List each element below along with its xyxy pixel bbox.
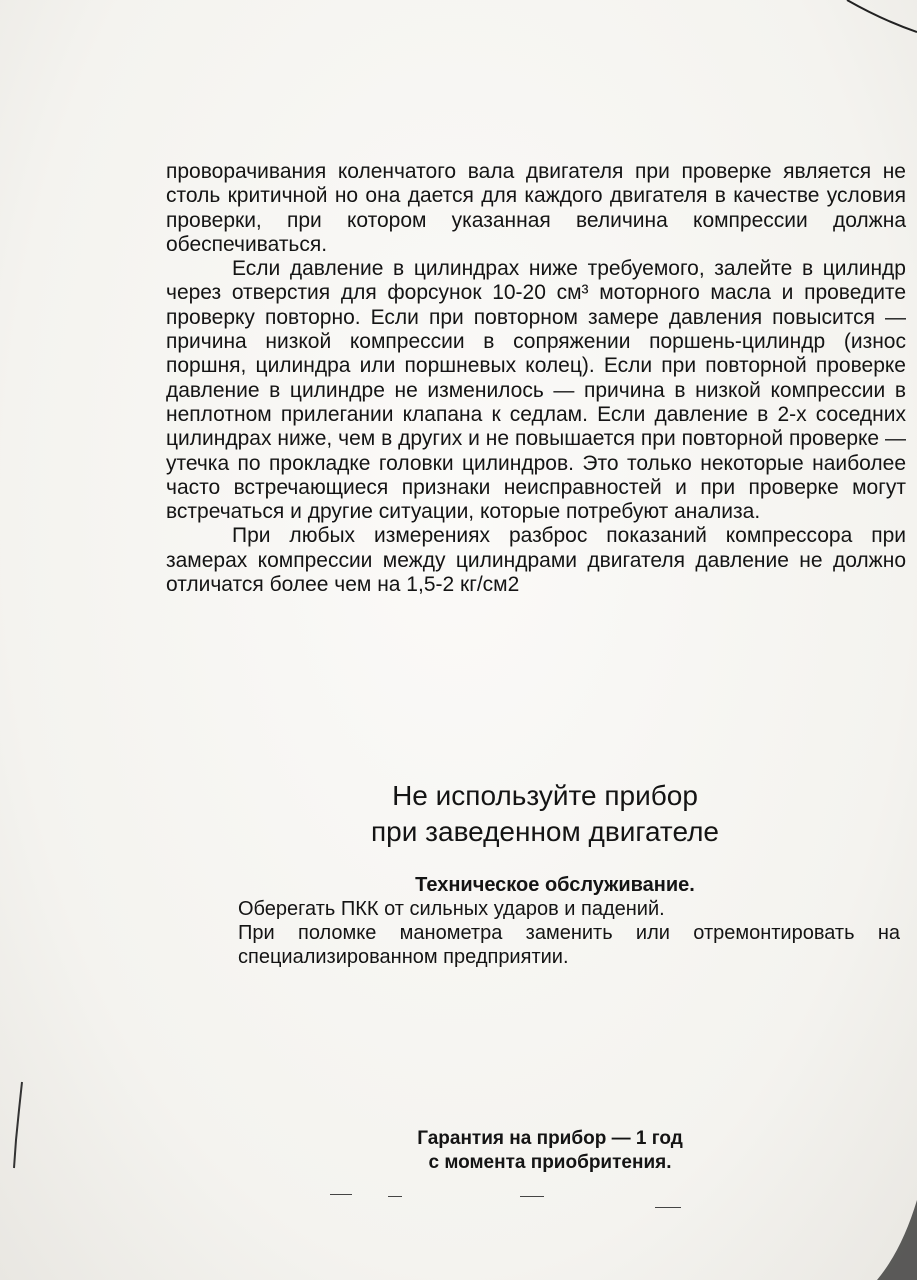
warning-block [300,778,790,850]
page-corner-fold [827,0,917,40]
warning-line-2: при заведенном двигателе [371,816,719,847]
maintenance-item-2: При поломке манометра заменить или отремонтировать на специализированном предприятии. [238,922,900,968]
warranty-line-2: с момента приобритения. [428,1152,672,1173]
scan-dash [388,1196,402,1197]
maintenance-item-1: Оберегать ПКК от сильных ударов и падений. [238,898,665,920]
body-text [166,160,906,597]
scan-dash [330,1194,352,1195]
warning-line-1: Не используйте прибор [392,780,698,811]
paragraph-low-pressure: Если давление в цилиндрах ниже требуемого, залейте в цилиндр через отверстия для форсунок 10-20 см³ моторного масла и проведите проверку повторно. Если при повторном замере давления повысится — причина низкой компрессии в сопряжении поршень-цилиндр (износ поршня, цилиндра или поршневых колец). Если при повторной проверке давление в цилиндре не изменилось — причина в низкой компрессии в неплотном прилегании клапана к седлам. Если давление в 2-х соседних цилиндрах ниже, чем в других и не повышается при повторной проверке — утечка по прокладке головки цилиндров. Это только некоторые наиболее часто встречающиеся признаки неисправностей и при проверке могут встречаться и другие ситуации, которые потребуют анализа. [166,257,906,524]
scan-edge-mark [12,1080,26,1170]
maintenance-section [170,873,900,969]
maintenance-title: Техническое обслуживание. [415,874,695,896]
paragraph-compression-note: проворачивания коленчатого вала двигателя при проверке является не столь критичной но она дается для каждого двигателя в качестве условия проверки, при котором указанная величина компрессии должна обеспечиваться. [166,160,906,256]
page-corner-shadow [807,1160,917,1280]
paragraph-measurement-spread: При любых измерениях разброс показаний компрессора при замерах компрессии между цилиндрами двигателя давление не должно отличатся более чем на 1,5-2 кг/см2 [166,524,906,597]
warranty-block [340,1127,760,1175]
warranty-line-1: Гарантия на прибор — 1 год [417,1128,683,1149]
scan-dash [520,1196,544,1197]
scan-dash [655,1207,681,1208]
